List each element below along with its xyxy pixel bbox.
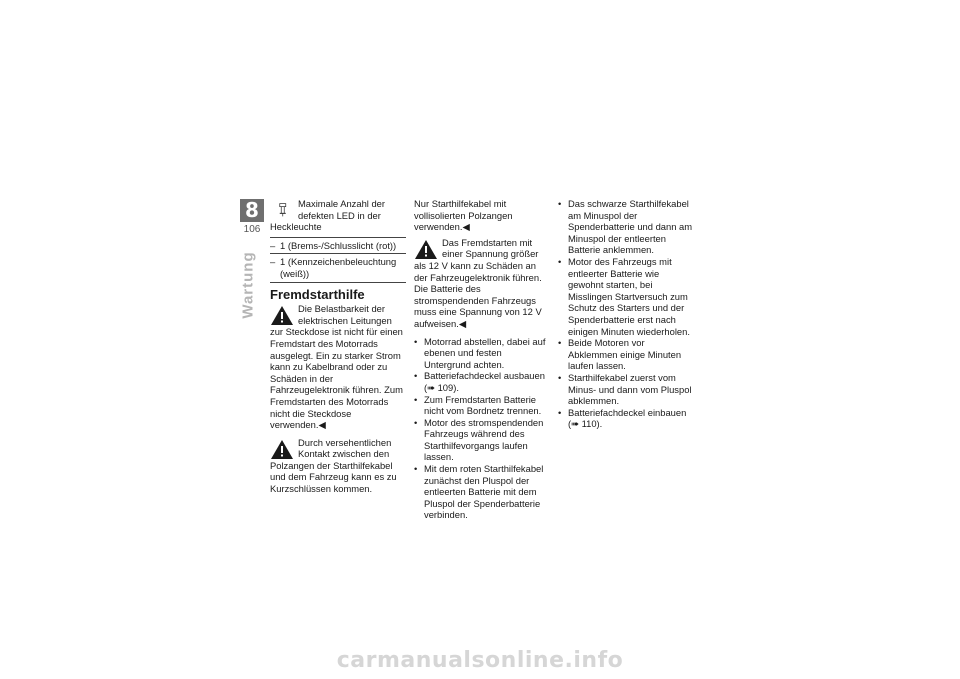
list-item: • Beide Motoren vor Abklemmen einige Minuten laufen lassen. (558, 337, 682, 372)
warning-icon (270, 305, 294, 326)
list-item: • Zum Fremdstarten Batterie nicht vom Bordnetz trennen. (414, 393, 542, 417)
voltage-text: Die Batterie des stromspendenden Fahrzeugs muss eine Spannung von 12 V aufweisen.◀ (414, 283, 542, 329)
chapter-title: Wartung (239, 251, 257, 319)
list-item: • Starthilfekabel zuerst vom Minus- und dann vom Pluspol abklemmen. (558, 371, 692, 407)
list-item: • Motor des Fahrzeugs mit entleerter Batterie wie gewohnt starten, bei Misslingen Startversuch zum Schutz des Starters und der Spenderbatterie erst nach einigen Minuten wiederholen. (558, 255, 690, 337)
list-item: • Das schwarze Starthilfekabel am Minuspol der Spenderbatterie und dann am Minuspol der entleerten Batterie anklemmen. (558, 198, 693, 256)
led-row-1: – 1 (Brems-/Schlusslicht (rot)) (270, 239, 397, 251)
column-2 (414, 198, 550, 521)
intro-text: Nur Starthilfekabel mit vollisolierten Polzangen verwenden.◀ (414, 198, 513, 233)
warning-block-3: Das Fremdstarten mit einer Spannung größer als 12 V kann zu Schäden an der Fahrzeugelektronik führen. (414, 236, 542, 283)
watermark: carmanualsonline.info (336, 648, 624, 673)
column-3 (558, 198, 696, 430)
led-row-2: – 1 (Kennzeichenbeleuchtung (weiß)) (270, 256, 397, 279)
warning-icon (414, 239, 438, 260)
led-info (270, 198, 406, 233)
list-item: • Motor des stromspendenden Fahrzeugs während des Starthilfevorgangs laufen lassen. (414, 416, 544, 463)
column-1 (270, 198, 406, 495)
warning-icon (270, 439, 294, 460)
page-number: 106 (243, 224, 261, 235)
list-item: • Mit dem roten Starthilfekabel zunächst den Pluspol der entleerten Batterie mit dem Pluspol der Spenderbatterie verbinden. (414, 463, 544, 521)
list-item: • Batteriefachdeckel einbauen (➠ 110). (558, 406, 687, 430)
list-item: • Motorrad abstellen, dabei auf ebenen und festen Untergrund achten. (414, 335, 546, 370)
led-text: Maximale Anzahl der defekten LED in der Heckleuchte (270, 198, 386, 233)
warning-block-1: Die Belastbarkeit der elektrischen Leitungen zur Steckdose ist nicht für einen Fremdstart des Motorrads ausgelegt. Ein zu starker Strom kann zu Kabelbrand oder zu Schäden in der Fahrzeugelektronik führen. Zum Fremdstarten des Motorrads nicht die Steckdose verwenden.◀ (270, 303, 403, 431)
bulb-icon (276, 200, 294, 220)
section-heading: Fremdstarthilfe (270, 286, 365, 302)
chapter-number: 8 (240, 199, 264, 222)
warning-block-2: Durch versehentlichen Kontakt zwischen den Polzangen der Starthilfekabel und dem Fahrzeug kann es zu Kurzschlüssen kommen. (270, 436, 397, 495)
list-item: • Batteriefachdeckel ausbauen (➠ 109). (414, 370, 545, 393)
